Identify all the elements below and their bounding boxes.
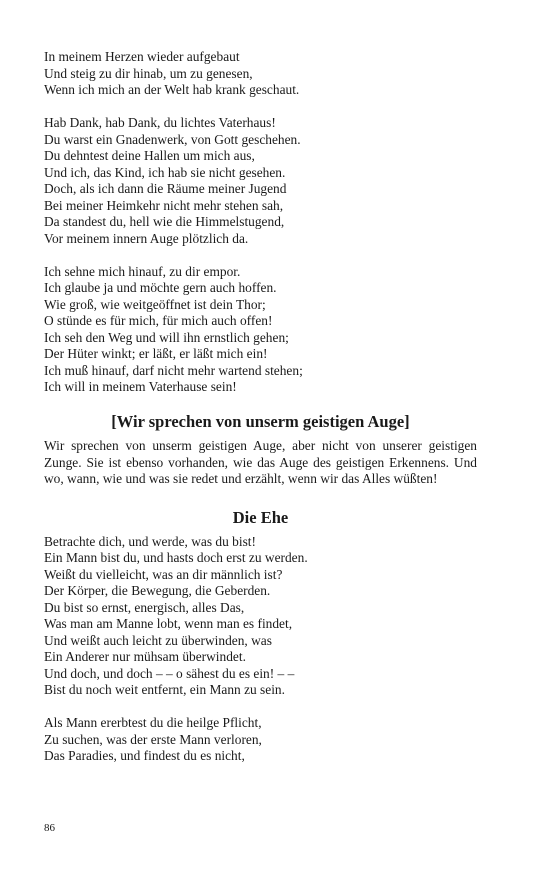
poem-line: Vor meinem innern Auge plötzlich da. xyxy=(44,230,249,246)
poem-line: In meinem Herzen wieder aufgebaut xyxy=(44,49,240,64)
poem-line: Zu suchen, was der erste Mann verloren, xyxy=(44,731,262,747)
poem-line: Ich will in meinem Vaterhause sein! xyxy=(44,379,237,394)
poem-line: O stünde es für mich, für mich auch offen! xyxy=(44,313,273,328)
poem-line: Bei meiner Heimkehr nicht mehr stehen sah, xyxy=(44,197,284,213)
poem-stanza xyxy=(44,264,477,396)
poem-line: Der Körper, die Bewegung, die Geberden. xyxy=(44,583,271,598)
prose-paragraph-geistiges-auge: Wir sprechen von unserm geistigen Auge, aber nicht von unserer geistigen Zunge. Sie ist ebenso vorhanden, wie das Auge des geistigen Erkennens. Und wo, wann, wie und was sie redet und erzählt, wenn wir das Alles wüßten! xyxy=(44,438,477,486)
poem-line: Da standest du, hell wie die Himmelstugend, xyxy=(44,214,285,229)
poem-line: Ich sehne mich hinauf, zu dir empor. xyxy=(44,263,241,279)
poem-line: Wie groß, wie weitgeöffnet ist dein Thor; xyxy=(44,296,266,312)
poem-stanzas-top xyxy=(44,49,477,396)
poem-stanza xyxy=(44,115,477,247)
poem-line: Ein Mann bist du, und hasts doch erst zu werden. xyxy=(44,550,308,565)
poem-line: Betrachte dich, und werde, was du bist! xyxy=(44,533,256,549)
poem-line: Ich glaube ja und möchte gern auch hoffen. xyxy=(44,280,277,295)
poem-line: Und weißt auch leicht zu überwinden, was xyxy=(44,632,272,648)
poem-line: Wenn ich mich an der Welt hab krank geschaut. xyxy=(44,82,300,97)
poem-stanza xyxy=(44,534,477,699)
poem-line: Als Mann ererbtest du die heilge Pflicht, xyxy=(44,715,262,730)
poem-line: Ein Anderer nur mühsam überwindet. xyxy=(44,649,246,664)
poem-line: Und steig zu dir hinab, um zu genesen, xyxy=(44,65,253,81)
poem-line: Weißt du vielleicht, was an dir männlich ist? xyxy=(44,566,283,582)
poem-line: Ich seh den Weg und will ihn ernstlich gehen; xyxy=(44,329,289,345)
poem-line: Doch, als ich dann die Räume meiner Jugend xyxy=(44,181,287,196)
poem-line: Du warst ein Gnadenwerk, von Gott geschehen. xyxy=(44,131,301,147)
poem-stanza xyxy=(44,49,477,99)
page-content xyxy=(44,49,477,781)
poem-line: Das Paradies, und findest du es nicht, xyxy=(44,748,245,763)
poem-stanzas-die-ehe xyxy=(44,534,477,765)
poem-line: Der Hüter winkt; er läßt, er läßt mich ein! xyxy=(44,346,268,361)
poem-line: Und doch, und doch – – o sähest du es ein! – – xyxy=(44,665,295,681)
page-number: 86 xyxy=(44,822,55,834)
poem-line: Du bist so ernst, energisch, alles Das, xyxy=(44,599,245,615)
section-heading-geistiges-auge: [Wir sprechen von unserm geistigen Auge] xyxy=(111,412,410,431)
poem-line: Bist du noch weit entfernt, ein Mann zu sein. xyxy=(44,682,285,697)
section-heading-die-ehe: Die Ehe xyxy=(232,507,289,527)
poem-line: Was man am Manne lobt, wenn man es findet, xyxy=(44,616,293,631)
poem-stanza xyxy=(44,715,477,765)
poem-line: Du dehntest deine Hallen um mich aus, xyxy=(44,148,255,163)
poem-line: Und ich, das Kind, ich hab sie nicht gesehen. xyxy=(44,164,286,180)
poem-line: Ich muß hinauf, darf nicht mehr wartend stehen; xyxy=(44,362,303,378)
poem-line: Hab Dank, hab Dank, du lichtes Vaterhaus! xyxy=(44,115,276,130)
